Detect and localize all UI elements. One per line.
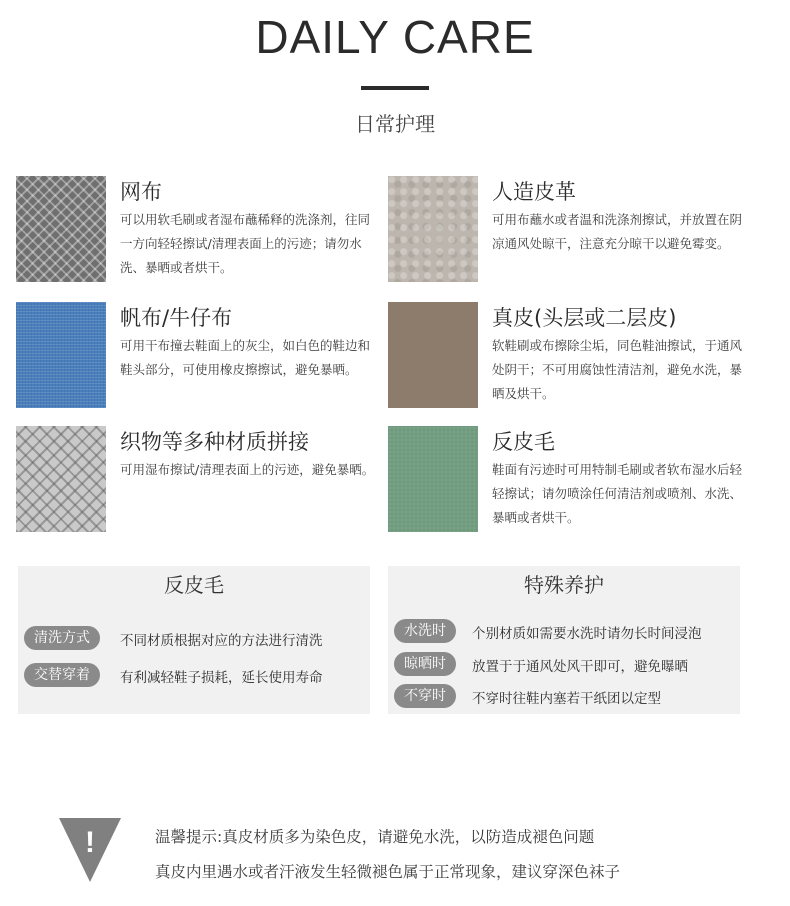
care-tag: 水洗时 (394, 619, 456, 643)
material-name: 帆布/牛仔布 (120, 306, 233, 330)
page-title: DAILY CARE (255, 11, 535, 63)
material-name: 反皮毛 (492, 430, 555, 454)
care-tag: 交替穿着 (24, 663, 100, 687)
special-care-box (388, 566, 740, 714)
tip-line-1: 温馨提示:真皮材质多为染色皮，请避免水洗，以防造成褪色问题 (155, 828, 595, 846)
material-name: 网布 (120, 180, 162, 204)
material-artificial-leather (388, 176, 758, 286)
warning-icon (57, 816, 123, 884)
care-tag: 晾晒时 (394, 652, 456, 676)
care-text: 放置于于通风处风干即可，避免曝晒 (472, 659, 688, 675)
material-name: 人造皮革 (492, 180, 576, 204)
warning-symbol: ! (85, 826, 95, 859)
page-subtitle: 日常护理 (355, 112, 435, 136)
material-description: 可用布蘸水或者温和洗涤剂擦试，并放置在阴凉通风处晾干，注意充分晾干以避免霉变。 (492, 212, 743, 251)
genuine-leather-swatch-image (388, 302, 478, 408)
title-divider (361, 86, 429, 90)
material-mixed-fabric (16, 426, 386, 536)
care-text: 不穿时往鞋内塞若干纸团以定型 (472, 691, 661, 707)
canvas-swatch-image (16, 302, 106, 408)
material-description: 鞋面有污迹时可用特制毛刷或者软布湿水后轻轻擦试；请勿喷涂任何清洁剂或喷剂、水洗、暴晒或者烘干。 (492, 462, 743, 525)
material-description: 可用湿布擦试/清理表面上的污迹，避免暴晒。 (120, 462, 375, 477)
suede-care-box (18, 566, 370, 714)
material-mesh (16, 176, 386, 286)
box-title: 反皮毛 (164, 573, 224, 597)
care-tag: 不穿时 (394, 684, 456, 708)
care-text: 有利减轻鞋子损耗，延长使用寿命 (120, 670, 323, 686)
leather-swatch-image (388, 176, 478, 282)
care-text: 不同材质根据对应的方法进行清洗 (120, 633, 323, 649)
mesh-swatch-image (16, 176, 106, 282)
care-tag: 清洗方式 (24, 626, 100, 650)
material-canvas-denim (16, 302, 386, 412)
material-description: 软鞋刷或布擦除尘垢，同色鞋油擦试，于通风处阴干；不可用腐蚀性清洁剂，避免水洗，暴晒及烘干。 (492, 338, 743, 401)
material-suede (388, 426, 758, 536)
material-name: 真皮(头层或二层皮) (492, 306, 677, 330)
care-text: 个别材质如需要水洗时请勿长时间浸泡 (472, 626, 702, 642)
material-description: 可以用软毛刷或者湿布蘸稀释的洗涤剂，往同一方向轻轻擦试/清理表面上的污迹；请勿水洗、暴晒或者烘干。 (120, 212, 371, 275)
suede-swatch-image (388, 426, 478, 532)
box-title: 特殊养护 (524, 573, 604, 597)
material-name: 织物等多种材质拼接 (120, 430, 309, 454)
material-description: 可用干布撞去鞋面上的灰尘，如白色的鞋边和鞋头部分，可使用橡皮擦擦试，避免暴晒。 (120, 338, 371, 377)
material-genuine-leather (388, 302, 758, 412)
mixed-fabric-swatch-image (16, 426, 106, 532)
tip-line-2: 真皮内里遇水或者汗液发生轻微褪色属于正常现象，建议穿深色袜子 (155, 863, 621, 881)
